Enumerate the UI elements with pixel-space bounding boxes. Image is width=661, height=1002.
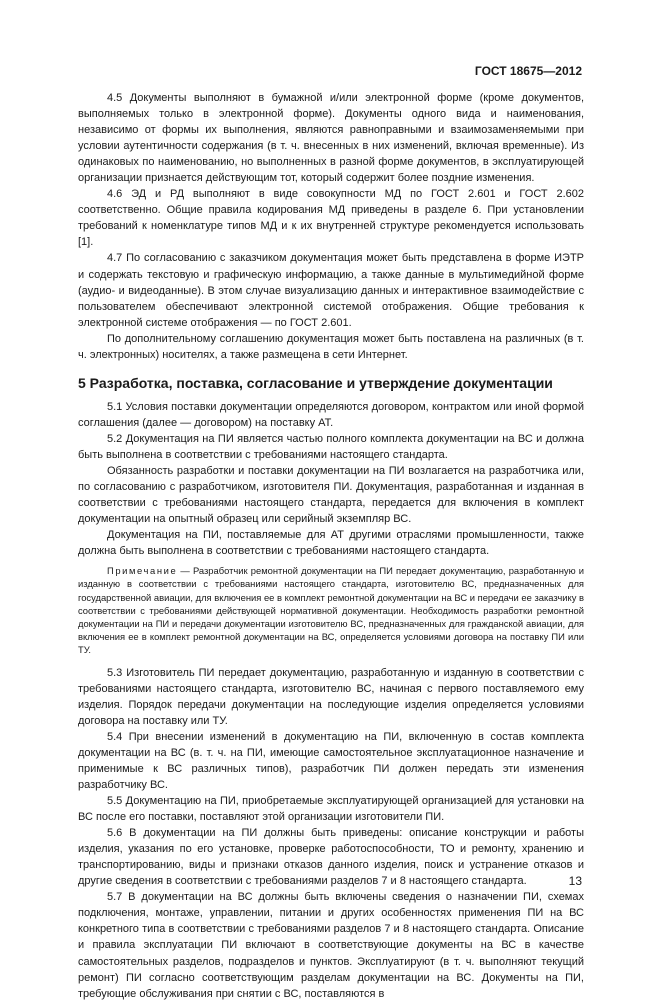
- paragraph-5-2: 5.2 Документация на ПИ является частью полного комплекта документации на ВС и должна быть выполнена в соответствии с требованиями настоящего стандарта.: [78, 432, 584, 461]
- paragraph-5-6: 5.6 В документации на ПИ должны быть приведены: описание конструкции и работы изделия, указания по его установке, проверке работоспособности, ТО и ремонту, хранению и транспортированию, виды и признаки отказов данного изделия, поиск и устранение отказов и другие сведения в соответствии с требованиями разделов 7 и 8 настоящего стандарта.: [78, 827, 584, 888]
- section-5-heading: 5 Разработка, поставка, согласование и утверждение документации: [78, 374, 553, 391]
- paragraph-4-6: 4.6 ЭД и РД выполняют в виде совокупности МД по ГОСТ 2.601 и ГОСТ 2.602 соответственно. Общие правила кодирования МД приведены в разделе 6. При установлении требований к номенклатуре типов МД и к их внутренней структуре рекомендуется использовать [1].: [78, 188, 584, 249]
- paragraph-5-5: 5.5 Документацию на ПИ, приобретаемые эксплуатирующей организацией для установки на ВС после его поставки, поставляют этой организации изготовители ПИ.: [78, 795, 584, 824]
- paragraph-5-2-other-industries: Документация на ПИ, поставляемые для АТ другими отраслями промышленности, также должна быть выполнена в соответствии с требованиями настоящего стандарта.: [78, 529, 584, 558]
- page-number: 13: [568, 874, 582, 888]
- paragraph-5-7: 5.7 В документации на ВС должны быть включены сведения о назначении ПИ, схемах подключения, монтаже, управлении, питании и других особенностях применения ПИ на ВС конкретного типа в соответствии с требованиями разделов 7 и 8 настоящего стандарта. Описание и правила эксплуатации ПИ включают в соответствующие документы на ВС в качестве самостоятельных разделов, подразделов и пунктов. Эксплуатируют (в т. ч. выполняют текущий ремонт) ПИ согласно соответствующим разделам документации на ВС. Документы на ПИ, требующие обслуживания при снятии с ВС, поставляются в: [78, 891, 584, 1000]
- note-label: Примечание: [107, 565, 178, 577]
- note-text: — Разработчик ремонтной документации на ПИ передает документацию, разработанную и изданную в соответствии с требованиями настоящего стандарта, изготовителю ВС, предназначенных для государственной авиации, для включения ее в комплект ремонтной документации на ВС и передачи ее заказчику в соответствии с требованиями действующей нормативной документации. Необходимость разработки ремонтной документации на ПИ и передачи документации изготовителю ВС, предназначенных для гражданской авиации, для включения ее в комплект ремонтной документации на ВС, определяется условиями договора на поставку ПИ или ТУ.: [78, 565, 584, 656]
- paragraph-additional-agreement: По дополнительному соглашению документация может быть поставлена на различных (в т. ч. электронных) носителях, а также размещена в сети Интернет.: [78, 332, 584, 361]
- page-body: [78, 90, 584, 1002]
- paragraph-5-4: 5.4 При внесении изменений в документацию на ПИ, включенную в состав комплекта документации на ВС (в. т. ч. на ПИ, имеющие самостоятельное эксплуатационное назначение и применимые к ВС различных типов), разработчик ПИ должен передать эти изменения разработчику ВС.: [78, 730, 584, 792]
- standard-header: ГОСТ 18675—2012: [474, 64, 582, 78]
- paragraph-5-1: 5.1 Условия поставки документации определяются договором, контрактом или иной формой соглашения (далее — договором) на поставку АТ.: [78, 400, 584, 429]
- paragraph-4-5: 4.5 Документы выполняют в бумажной и/или электронной форме (кроме документов, выполняемых только в электронной форме). Документы одного вида и наименования, независимо от формы их выполнения, являются равноправными и взаимозаменяемыми при условии аутентичности содержания (в т. ч. внесенных в них изменений, включая временные). Из одинаковых по наименованию, но выполненных в разной форме документов, в эксплуатирующей организации признается действующим тот, который содержит более поздние изменения.: [78, 92, 584, 185]
- paragraph-5-2-obligation: Обязанность разработки и поставки документации на ПИ возлагается на разработчика или, по согласованию с разработчиком, изготовителя ПИ. Документация, разработанная и изданная в соответствии с требованиями настоящего стандарта, передается для включения в комплект документации на опытный образец или серийный экземпляр ВС.: [78, 464, 584, 526]
- paragraph-5-3: 5.3 Изготовитель ПИ передает документацию, разработанную и изданную в соответствии с требованиями настоящего стандарта, изготовителю ВС, начиная с первого поставляемого ему изделия. Порядок передачи документации на последующие изделия определяется условиями договора на поставку или ТУ.: [78, 666, 584, 727]
- paragraph-4-7: 4.7 По согласованию с заказчиком документация может быть представлена в форме ИЭТР и содержать текстовую и графическую информацию, а также данные в мультимедийной форме (аудио- и видеоданные). В этом случае визуализацию данных и интерактивное взаимодействие с пользователем обеспечивают электронной системой отображения. Общие требования к электронной системе отображения — по ГОСТ 2.601.: [78, 252, 584, 329]
- note-paragraph: [78, 564, 584, 656]
